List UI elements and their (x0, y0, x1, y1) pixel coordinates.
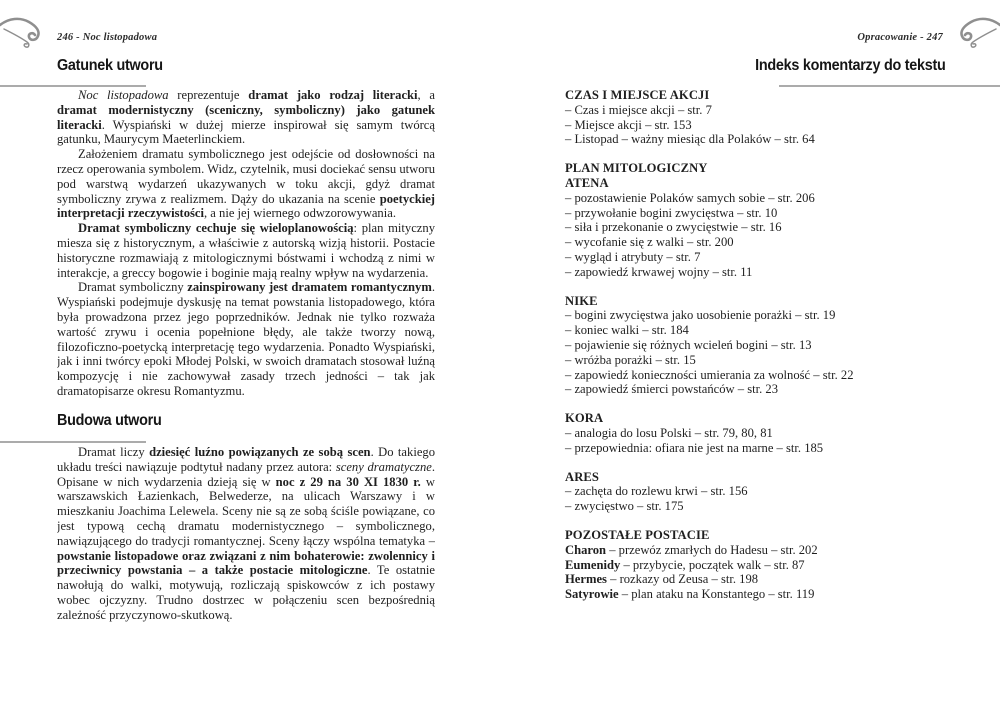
index-group-kora (565, 411, 946, 455)
index-entry: – Listopad – ważny miesiąc dla Polaków – str. 64 (565, 132, 815, 147)
index-group-heading: CZAS I MIEJSCE AKCJI (565, 88, 710, 102)
index-group-heading: ATENA (565, 175, 609, 190)
text-segment: . Wyspiański w dużej mierze inspirował się samym twórcą gatunku, Maurycym Maeterlinckiem. (57, 117, 435, 147)
index-group-pozostale-postacie (565, 528, 946, 602)
text-segment: Eumenidy (565, 557, 621, 572)
paragraph (57, 147, 435, 221)
index-entry: – zapowiedź śmierci powstańców – str. 23 (565, 382, 778, 397)
section-title: Gatunek utworu (57, 57, 163, 74)
text-segment: sceny dramatyczne (335, 459, 432, 474)
index-entry: – siła i przekonanie o zwycięstwie – str. 16 (565, 220, 782, 235)
index-entry: – pojawienie się różnych wcieleń bogini – str. 13 (565, 337, 812, 352)
index-group-atena (565, 161, 946, 279)
index-entry: – zapowiedź konieczności umierania za wolność – str. 22 (565, 367, 854, 382)
index-group-nike (565, 294, 946, 398)
paragraph (57, 445, 435, 623)
text-segment: , a (417, 88, 435, 102)
text-segment: zainspirowany jest dramatem romantycznym (187, 280, 432, 295)
section-budowa-utworu (57, 412, 435, 692)
section-gatunek-utworu (57, 57, 435, 407)
index-group-ares (565, 470, 946, 514)
text-segment: Hermes (565, 572, 607, 587)
index-group-headings (565, 161, 946, 191)
text-segment: . Te ostatnie nawołują do walki, motywują, rozliczają spiskowców z ich postawy wobec ojczyzny. Trudno dostrzec w połączeniu scen bezpośrednią zależność przyczynowo-skutkową. (57, 563, 435, 622)
index-group-heading: POZOSTAŁE POSTACIE (565, 527, 710, 542)
text-segment: Satyrowie (565, 587, 619, 602)
text-segment: Dramat liczy (78, 445, 150, 459)
index-entry: – wygląd i atrybuty – str. 7 (565, 249, 701, 264)
paragraph (57, 280, 435, 398)
text-segment: poetyckiej interpretacji rzeczywistości (57, 191, 435, 221)
index-entry: – zapowiedź krwawej wojny – str. 11 (565, 264, 753, 279)
text-segment: . Opisane w nich wydarzenia dzieją się w (57, 459, 435, 489)
index-group-items (565, 543, 946, 602)
text-segment: noc z 29 na 30 XI 1830 r. (275, 474, 421, 489)
text-segment: powstanie listopadowe oraz związani z nim bohaterowie: zwolennicy i przeciwnicy powstania – a także postacie mitologiczne (57, 548, 435, 578)
index-group-heading: ARES (565, 469, 599, 484)
text-segment: – przybycie, początek walk – str. 87 (620, 557, 805, 572)
index-entry: – koniec walki – str. 184 (565, 323, 689, 338)
index-group-heading: KORA (565, 411, 604, 426)
text-segment: – plan ataku na Konstantego – str. 119 (618, 587, 815, 602)
index-entry: – Miejsce akcji – str. 153 (565, 117, 692, 132)
index-group-items (565, 484, 946, 514)
text-segment: w warszawskich Łazienkach, Belwederze, na ulicach Warszawy i w mieszkaniu Joachima Lelewela. Sceny nie są ze sobą ściśle powiązane, co jest typową cechą dramatu modernistycznego – symbolicznego, nawiązującego do tradycji romantycznej. Sceny łączy wspólna tematyka – (57, 474, 435, 548)
index-group-headings (565, 294, 946, 309)
index-group-headings (565, 88, 946, 103)
index-group-heading: NIKE (565, 293, 598, 308)
text-segment: Dramat symboliczny (78, 280, 188, 295)
index-entry: – wróżba porażki – str. 15 (565, 352, 696, 367)
index-group-czas-i-miejsce (565, 88, 946, 147)
flourish-icon (950, 16, 1000, 50)
index-entry (565, 572, 946, 587)
index-group-headings (565, 470, 946, 485)
index-entry: – przepowiednia: ofiara nie jest na marne – str. 185 (565, 440, 824, 455)
index-entry: – przywołanie bogini zwycięstwa – str. 10 (565, 205, 778, 220)
index-group-headings (565, 528, 946, 543)
index-group-heading: PLAN MITOLOGICZNY (565, 161, 708, 176)
text-segment: – rozkazy od Zeusa – str. 198 (606, 572, 759, 587)
index-entry: – wycofanie się z walki – str. 200 (565, 235, 734, 250)
index-entry: – Czas i miejsce akcji – str. 7 (565, 102, 712, 117)
index-entry (565, 587, 946, 602)
text-segment: Charon (565, 542, 607, 557)
text-segment: reprezentuje (168, 88, 249, 102)
text-segment: – przewóz zmarłych do Hadesu – str. 202 (606, 542, 818, 557)
text-segment: dramat modernistyczny (sceniczny, symboliczny) jako gatunek literacki (57, 102, 435, 132)
paragraph (57, 88, 435, 147)
text-segment: dramat jako rodzaj literacki (248, 88, 418, 102)
index-group-headings (565, 411, 946, 426)
index-entry: – zwycięstwo – str. 175 (565, 499, 684, 514)
running-head-left: 246 - Noc listopadowa (57, 32, 158, 43)
index-group-items (565, 308, 946, 397)
running-head-right: Opracowanie - 247 (857, 32, 943, 43)
index-section (565, 57, 946, 602)
paragraph (57, 221, 435, 280)
right-page (500, 0, 1000, 707)
index-entry (565, 558, 946, 573)
text-segment: . Wyspiański podejmuje dyskusję na temat powstania listopadowego, która była prowadzona przez jego poprzedników. Jednak nie tylko rozważa wartość zrywu i ocenia popełnione błędy, ale także tworzy nową, filozoficzno-poetycką interpretację tego wydarzenia. Ponadto Wyspiański, jak i inni twórcy epoki Młodej Polski, w swoich dramatach stosował luźną kompozycję i nie zachowywał zasady trzech jedności – tak jak dramatopisarze okresu Romantyzmu. (57, 280, 435, 398)
index-entry: – bogini zwycięstwa jako uosobienie porażki – str. 19 (565, 308, 836, 323)
index-entry: – zachęta do rozlewu krwi – str. 156 (565, 484, 748, 499)
flourish-icon (0, 16, 50, 50)
index-group-items (565, 103, 946, 147)
text-segment: Założeniem dramatu symbolicznego jest odejście od dosłowności na rzecz operowania symbolem. Widz, czytelnik, musi dociekać sensu utworu pod warstwą wydarzeń ukazywanych w toku akcji, gdyż dramat symboliczny zrywa z realizmem. Dąży do ukazania na scenie (57, 147, 435, 206)
index-group-items (565, 191, 946, 280)
index-title: Indeks komentarzy do tekstu (755, 57, 946, 74)
text-segment: Dramat symboliczny cechuje się wieloplanowością (78, 221, 354, 236)
text-segment: . Do takiego układu treści nawiązuje podtytuł nadany przez autora: (57, 445, 435, 474)
text-segment: Noc listopadowa (78, 88, 169, 102)
index-entry (565, 543, 946, 558)
index-entry: – analogia do losu Polski – str. 79, 80, 81 (565, 425, 773, 440)
index-group-items (565, 426, 946, 456)
text-segment: dziesięć luźno powiązanych ze sobą scen (149, 445, 371, 459)
section-title: Budowa utworu (57, 412, 162, 429)
index-entry: – pozostawienie Polaków samych sobie – str. 206 (565, 190, 815, 205)
text-segment: : plan mityczny miesza się z historycznym, a właściwie z autorską wizją historii. Postacie historyczne rozmawiają z mitologicznymi bóstwami i wchodzą z nimi w interakcje, a greccy bogowie i boginie mają realny wpływ na wydarzenia. (57, 221, 435, 280)
text-segment: , a nie jej wiernego odwzorowywania. (203, 206, 396, 221)
